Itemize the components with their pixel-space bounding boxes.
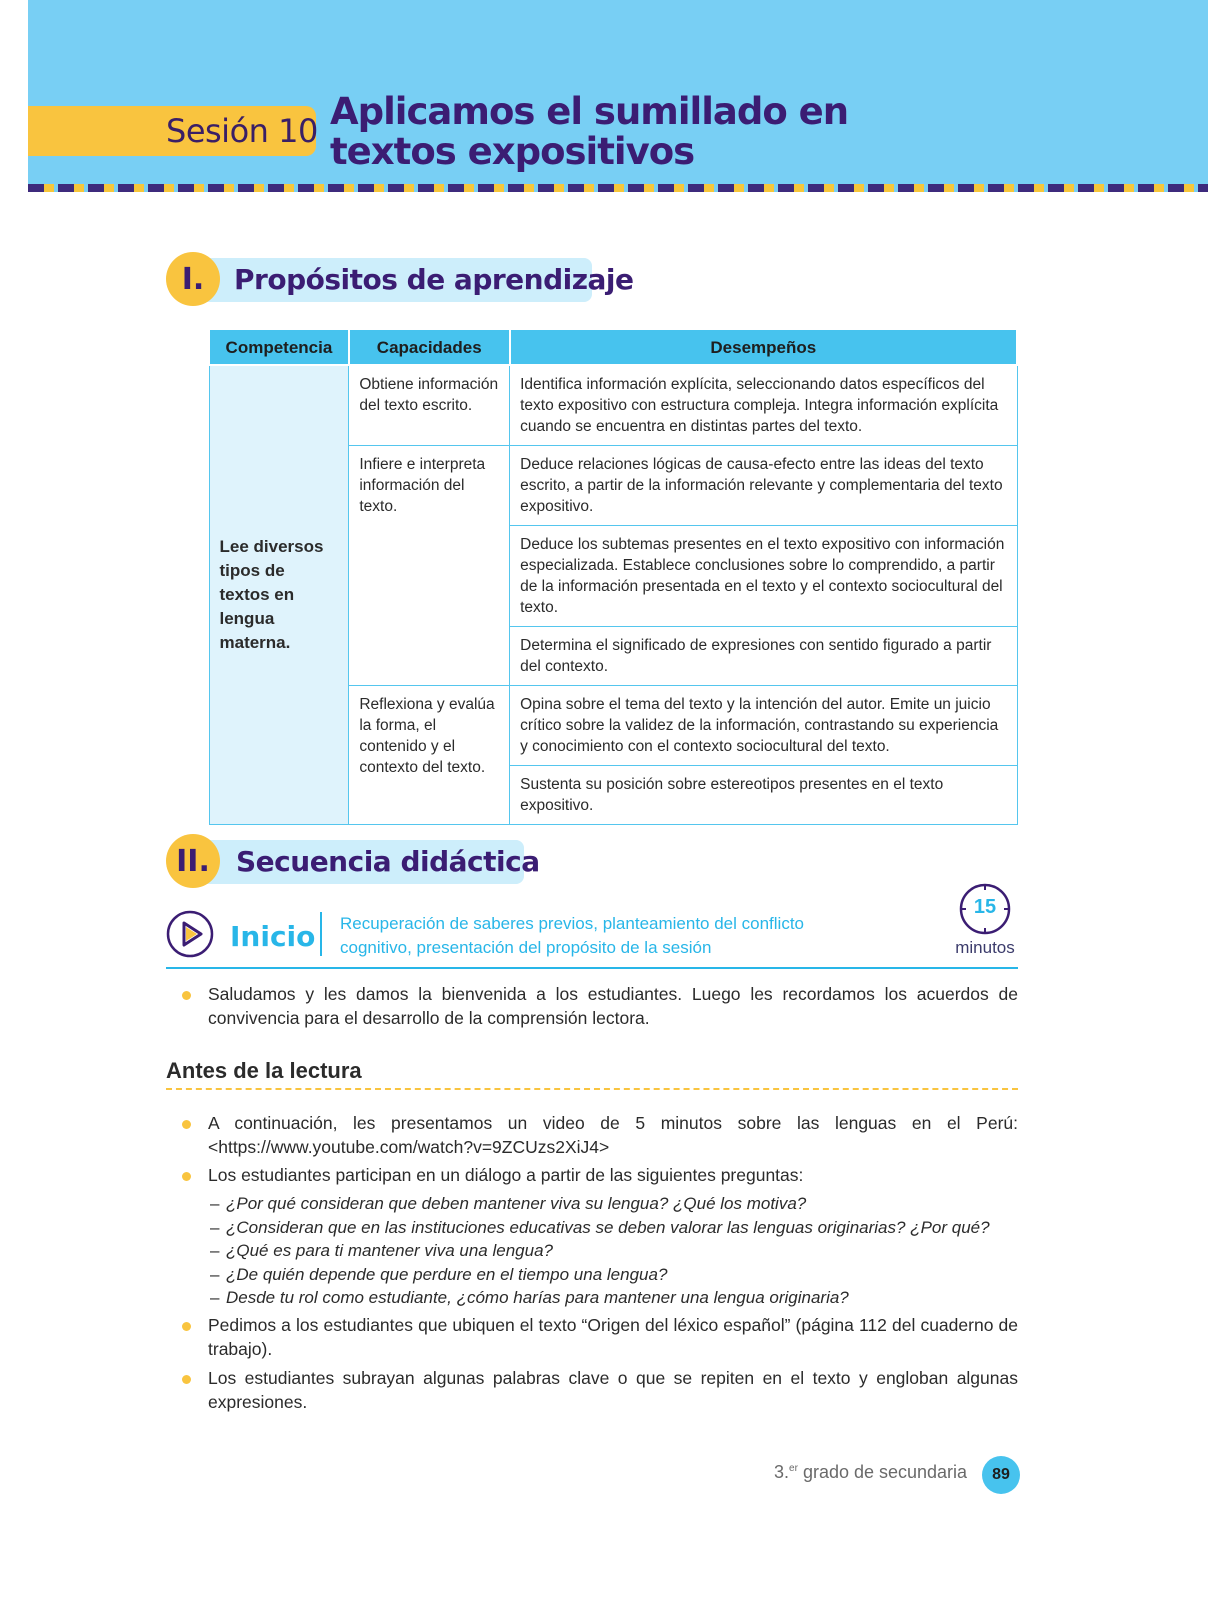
competencies-table [208,328,1018,825]
table-header-competencia: Competencia [209,329,349,365]
timer-minutes: 15 [973,896,997,918]
section-1-title: Propósitos de aprendizaje [234,263,634,296]
page-title: Aplicamos el sumillado en textos expositivos [330,90,849,173]
bullet-greeting: Saludamos y les damos la bienvenida a los estudiantes. Luego les recordamos los acuerdos de convivencia para el desarrollo de la comprensión lectora. [208,983,1018,1030]
play-icon [166,910,214,958]
table-row [209,365,1017,446]
section-2-title: Secuencia didáctica [236,845,540,878]
header-dash-strip [28,184,1208,192]
inicio-description: Recuperación de saberes previos, planteamiento del conflicto cognitivo, presentación del propósito de la sesión [340,914,804,957]
inicio-underline [166,967,1018,969]
desempeno-cell: Determina el significado de expresiones con sentido figurado a partir del contexto. [510,627,1017,686]
list-item: – ¿Consideran que en las instituciones educativas se deben valorar las lenguas originarias? ¿Por qué? [210,1216,1010,1240]
capacidad-cell: Infiere e interpreta información del texto. [349,446,510,686]
footer-grade [774,1462,967,1483]
antes-dashed-line [166,1088,1018,1090]
bullet-dialogue: Los estudiantes participan en un diálogo a partir de las siguientes preguntas: [208,1164,1018,1188]
page-number: 89 [982,1456,1020,1494]
question-list [210,1192,1010,1310]
timer-unit-label: minutos [955,938,1015,957]
table-header-capacidades: Capacidades [349,329,510,365]
desempeno-cell: Deduce los subtemas presentes en el texto expositivo con información especializada. Establece conclusiones sobre lo comprendido, a partir de la información presentada en el texto y el contexto sociocultural del texto. [510,526,1017,627]
desempeno-cell: Opina sobre el tema del texto y la intención del autor. Emite un juicio crítico sobre la validez de la información, contrastando su experiencia y conocimiento con el contexto sociocultural del texto. [510,686,1017,766]
footer-grade-text: grado de secundaria [802,1462,968,1482]
capacidad-cell: Reflexiona y evalúa la forma, el contenido y el contexto del texto. [349,686,510,825]
footer-grade-sup: er [789,1463,798,1474]
inicio-divider [320,912,322,956]
desempeno-cell: Deduce relaciones lógicas de causa-efecto entre las ideas del texto escrito, a partir de la información relevante y complementaria del texto expositivo. [510,446,1017,526]
section-1-number: I. [166,252,220,306]
table-header-desempenos: Desempeños [510,329,1017,365]
list-item: – ¿De quién depende que perdure en el tiempo una lengua? [210,1263,1010,1287]
footer-grade-prefix: 3. [774,1462,790,1482]
section-2-number: II. [166,834,220,888]
list-item: – ¿Por qué consideran que deben mantener viva su lengua? ¿Qué los motiva? [210,1192,1010,1216]
desempeno-cell: Sustenta su posición sobre estereotipos presentes en el texto expositivo. [510,766,1017,825]
bullet-video: A continuación, les presentamos un video de 5 minutos sobre las lenguas en el Perú: <https://www.youtube.com/watch?v=9ZCUzs2XiJ4> [208,1112,1018,1159]
inicio-label: Inicio [230,920,316,953]
list-item: – ¿Qué es para ti mantener viva una lengua? [210,1239,1010,1263]
table-header-row [209,329,1017,365]
desempeno-cell: Identifica información explícita, seleccionando datos específicos del texto expositivo con estructura compleja. Integra información explícita cuando se encuentra en distintas partes del texto. [510,365,1017,446]
bullet-underline: Los estudiantes subrayan algunas palabras clave o que se repiten en el texto y engloban algunas expresiones. [208,1367,1018,1414]
bullet-locate-text: Pedimos a los estudiantes que ubiquen el texto “Origen del léxico español” (página 112 del cuaderno de trabajo). [208,1314,1018,1361]
session-label: Sesión 10 [166,112,318,150]
antes-heading: Antes de la lectura [166,1058,362,1083]
competencia-cell: Lee diversos tipos de textos en lengua materna. [209,365,349,825]
list-item: – Desde tu rol como estudiante, ¿cómo harías para mantener una lengua originaria? [210,1286,1010,1310]
capacidad-cell: Obtiene información del texto escrito. [349,365,510,446]
